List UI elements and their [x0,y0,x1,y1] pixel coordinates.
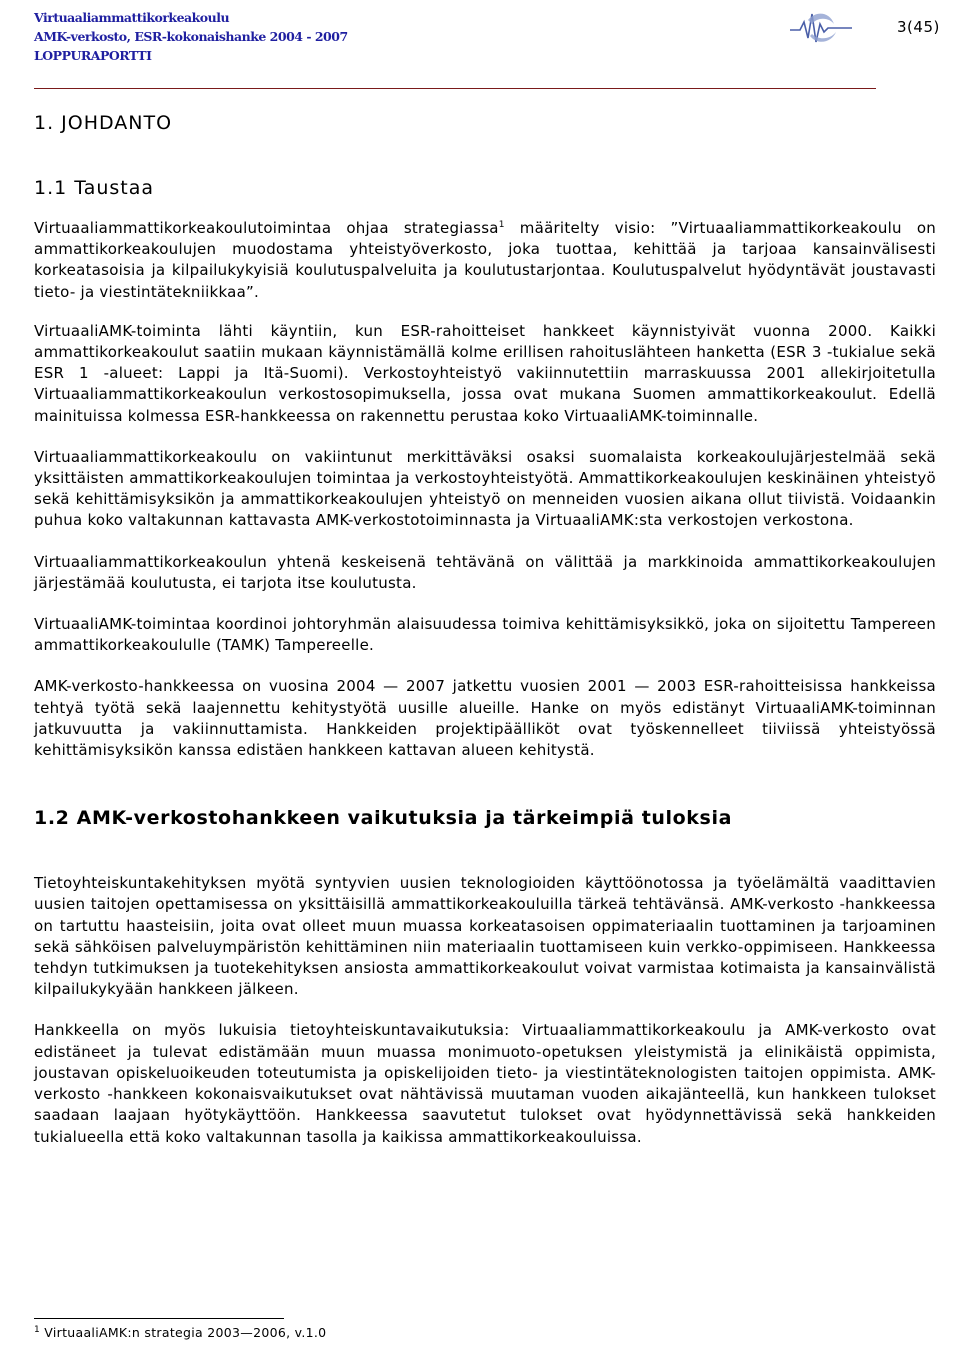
header-project: AMK-verkosto, ESR-kokonaishanke 2004 - 2007 [34,29,348,44]
header-organization: Virtuaaliammattikorkeakoulu [34,10,230,25]
paragraph: Hankkeella on myös lukuisia tietoyhteiskuntavaikutuksia: Virtuaaliammattikorkeakoulu ja AMK-verkosto ovat edistäneet ja tulevat edistämään muun muassa monimuoto-opetuksen yleistymistä ja elinikäistä oppimista, joustavan opiskeluoikeuden toteutumista ja opiskelijoiden tieto- ja viestintäteknologisten taitojen oppimista. AMK-verkosto -hankkeen kokonaisvaikutukset ovat nähtävissä muutaman vuoden aikajänteellä, kun hankkeen tulokset saadaan laajaan hyötykäyttöön. Hankkeessa saavutetut tulokset ovat hyödynnettävissä sekä hankkeiden tukialueella että koko valtakunnan tasolla ja kaikissa ammattikorkeakouluissa. [34,1021,936,1146]
footnote-marker: 1 [34,1324,41,1335]
paragraph: VirtuaaliAMK-toiminta lähti käyntiin, kun ESR-rahoitteiset hankkeet käynnistyivät vuonna 2000. Kaikki ammattikorkeakoulut saatiin mukaan käynnistämällä kolme erillisen rahoituslähteen hanketta (ESR 3 -tukialue sekä ESR 1 -alueet: Lappi ja Itä-Suomi). Verkostoyhteistyö vakiinnutettiin marraskuussa 2001 allekirjoitetulla Virtuaaliammattikorkeakoulun verkostosopimuksella, jossa ovat mukana Suomen ammattikorkeakoulut. Edellä mainituissa kolmessa ESR-hankkeessa on rakennettu perustaa koko VirtuaaliAMK-toiminnalle. [34,321,936,425]
chapter-heading: 1. JOHDANTO [34,112,173,134]
running-header [34,8,348,65]
paragraph: VirtuaaliAMK-toimintaa koordinoi johtoryhmän alaisuudessa toimiva kehittämisyksikkö, joka on sijoitettu Tampereen ammattikorkeakoululle (TAMK) Tampereelle. [34,615,936,655]
paragraph: AMK-verkosto-hankkeessa on vuosina 2004 — 2007 jatkettu vuosien 2001 — 2003 ESR-rahoitteisissa hankkeissa tehtyä työtä sekä laajennettu kehitystyötä uusille alueille. Hanke on myös edistänyt VirtuaaliAMK-toiminnan jatkuvuutta ja vakiinnuttamista. Hankkeiden projektipäälliköt ovat työskennelleet tiiviissä yhteistyössä kehittämisyksikön kanssa edistäen hankkeen kattavan alueen kehitystä. [34,677,936,760]
section-heading-1-2: 1.2 AMK-verkostohankkeen vaikutuksia ja tärkeimpiä tuloksia [34,807,732,830]
paragraph: Tietoyhteiskuntakehityksen myötä syntyvien uusien teknologioiden käyttöönotossa ja työelämältä vaadittavien uusien taitojen opettamisessa on yksittäisillä ammattikorkeakouluilla tärkeä tehtävänsä. AMK-verkosto -hankkeessa on tartuttu haasteisiin, joita ovat olleet muun muassa korkeatasoisen oppimateriaalin tuottaminen ja tarjoaminen sekä sähköisen palveluympäristön kehittäminen niin materiaalin tuottamiseen kuin verkko-oppimiseen. Hankkeessa tehdyn tutkimuksen ja tuotekehityksen ansiosta ammattikorkeakoulut voivat varmistaa kotimaista ja kansainvälistä kilpailukykyään hankkeen jälkeen. [34,874,936,999]
footnote-text: VirtuaaliAMK:n strategia 2003—2006, v.1.0 [40,1325,327,1340]
section-heading-1-1: 1.1 Taustaa [34,177,155,199]
header-report-type: LOPPURAPORTTI [34,48,152,63]
paragraph [34,218,936,303]
page-number: 3(45) [897,18,940,36]
organization-logo [790,8,852,48]
paragraph-text: Virtuaaliammattikorkeakoulutoimintaa ohjaa strategiassa [34,219,499,237]
footnote [34,1325,326,1340]
footnote-reference[interactable]: 1 [498,220,505,230]
header-divider [34,88,876,89]
paragraph: Virtuaaliammattikorkeakoulu on vakiintunut merkittäväksi osaksi suomalaista korkeakoulujärjestelmää sekä yksittäisten ammattikorkeakoulujen toimintaa ja verkostoyhteistyötä. Ammattikorkeakoulujen keskinäinen yhteistyö sekä kehittämisyksikön ja ammattikorkeakoulujen yhteistyö on menneiden vuosien aikana ollut tiivistä. Voidaankin puhua koko valtakunnan kattavasta AMK-verkostotoiminnasta ja VirtuaaliAMK:sta verkostojen verkostona. [34,447,936,530]
main-content [34,108,936,1148]
paragraph: Virtuaaliammattikorkeakoulun yhtenä keskeisenä tehtävänä on välittää ja markkinoida ammattikorkeakoulujen järjestämää koulutusta, ei tarjota itse koulutusta. [34,552,936,592]
footnote-divider [34,1318,284,1319]
paragraph-text: määritelty visio: ”Virtuaaliammattikorkeakoulu on ammattikorkeakoulujen muodostama yhteistyöverkosto, joka tuottaa, kehittää ja tarjoaa kansainvälisesti korkeatasoisia ja kilpailukykyisiä koulutuspalveluita ja koulutustarjontaa. Koulutuspalvelut hyödyntävät joustavasti tieto- ja viestintätekniikkaa”. [34,219,937,301]
